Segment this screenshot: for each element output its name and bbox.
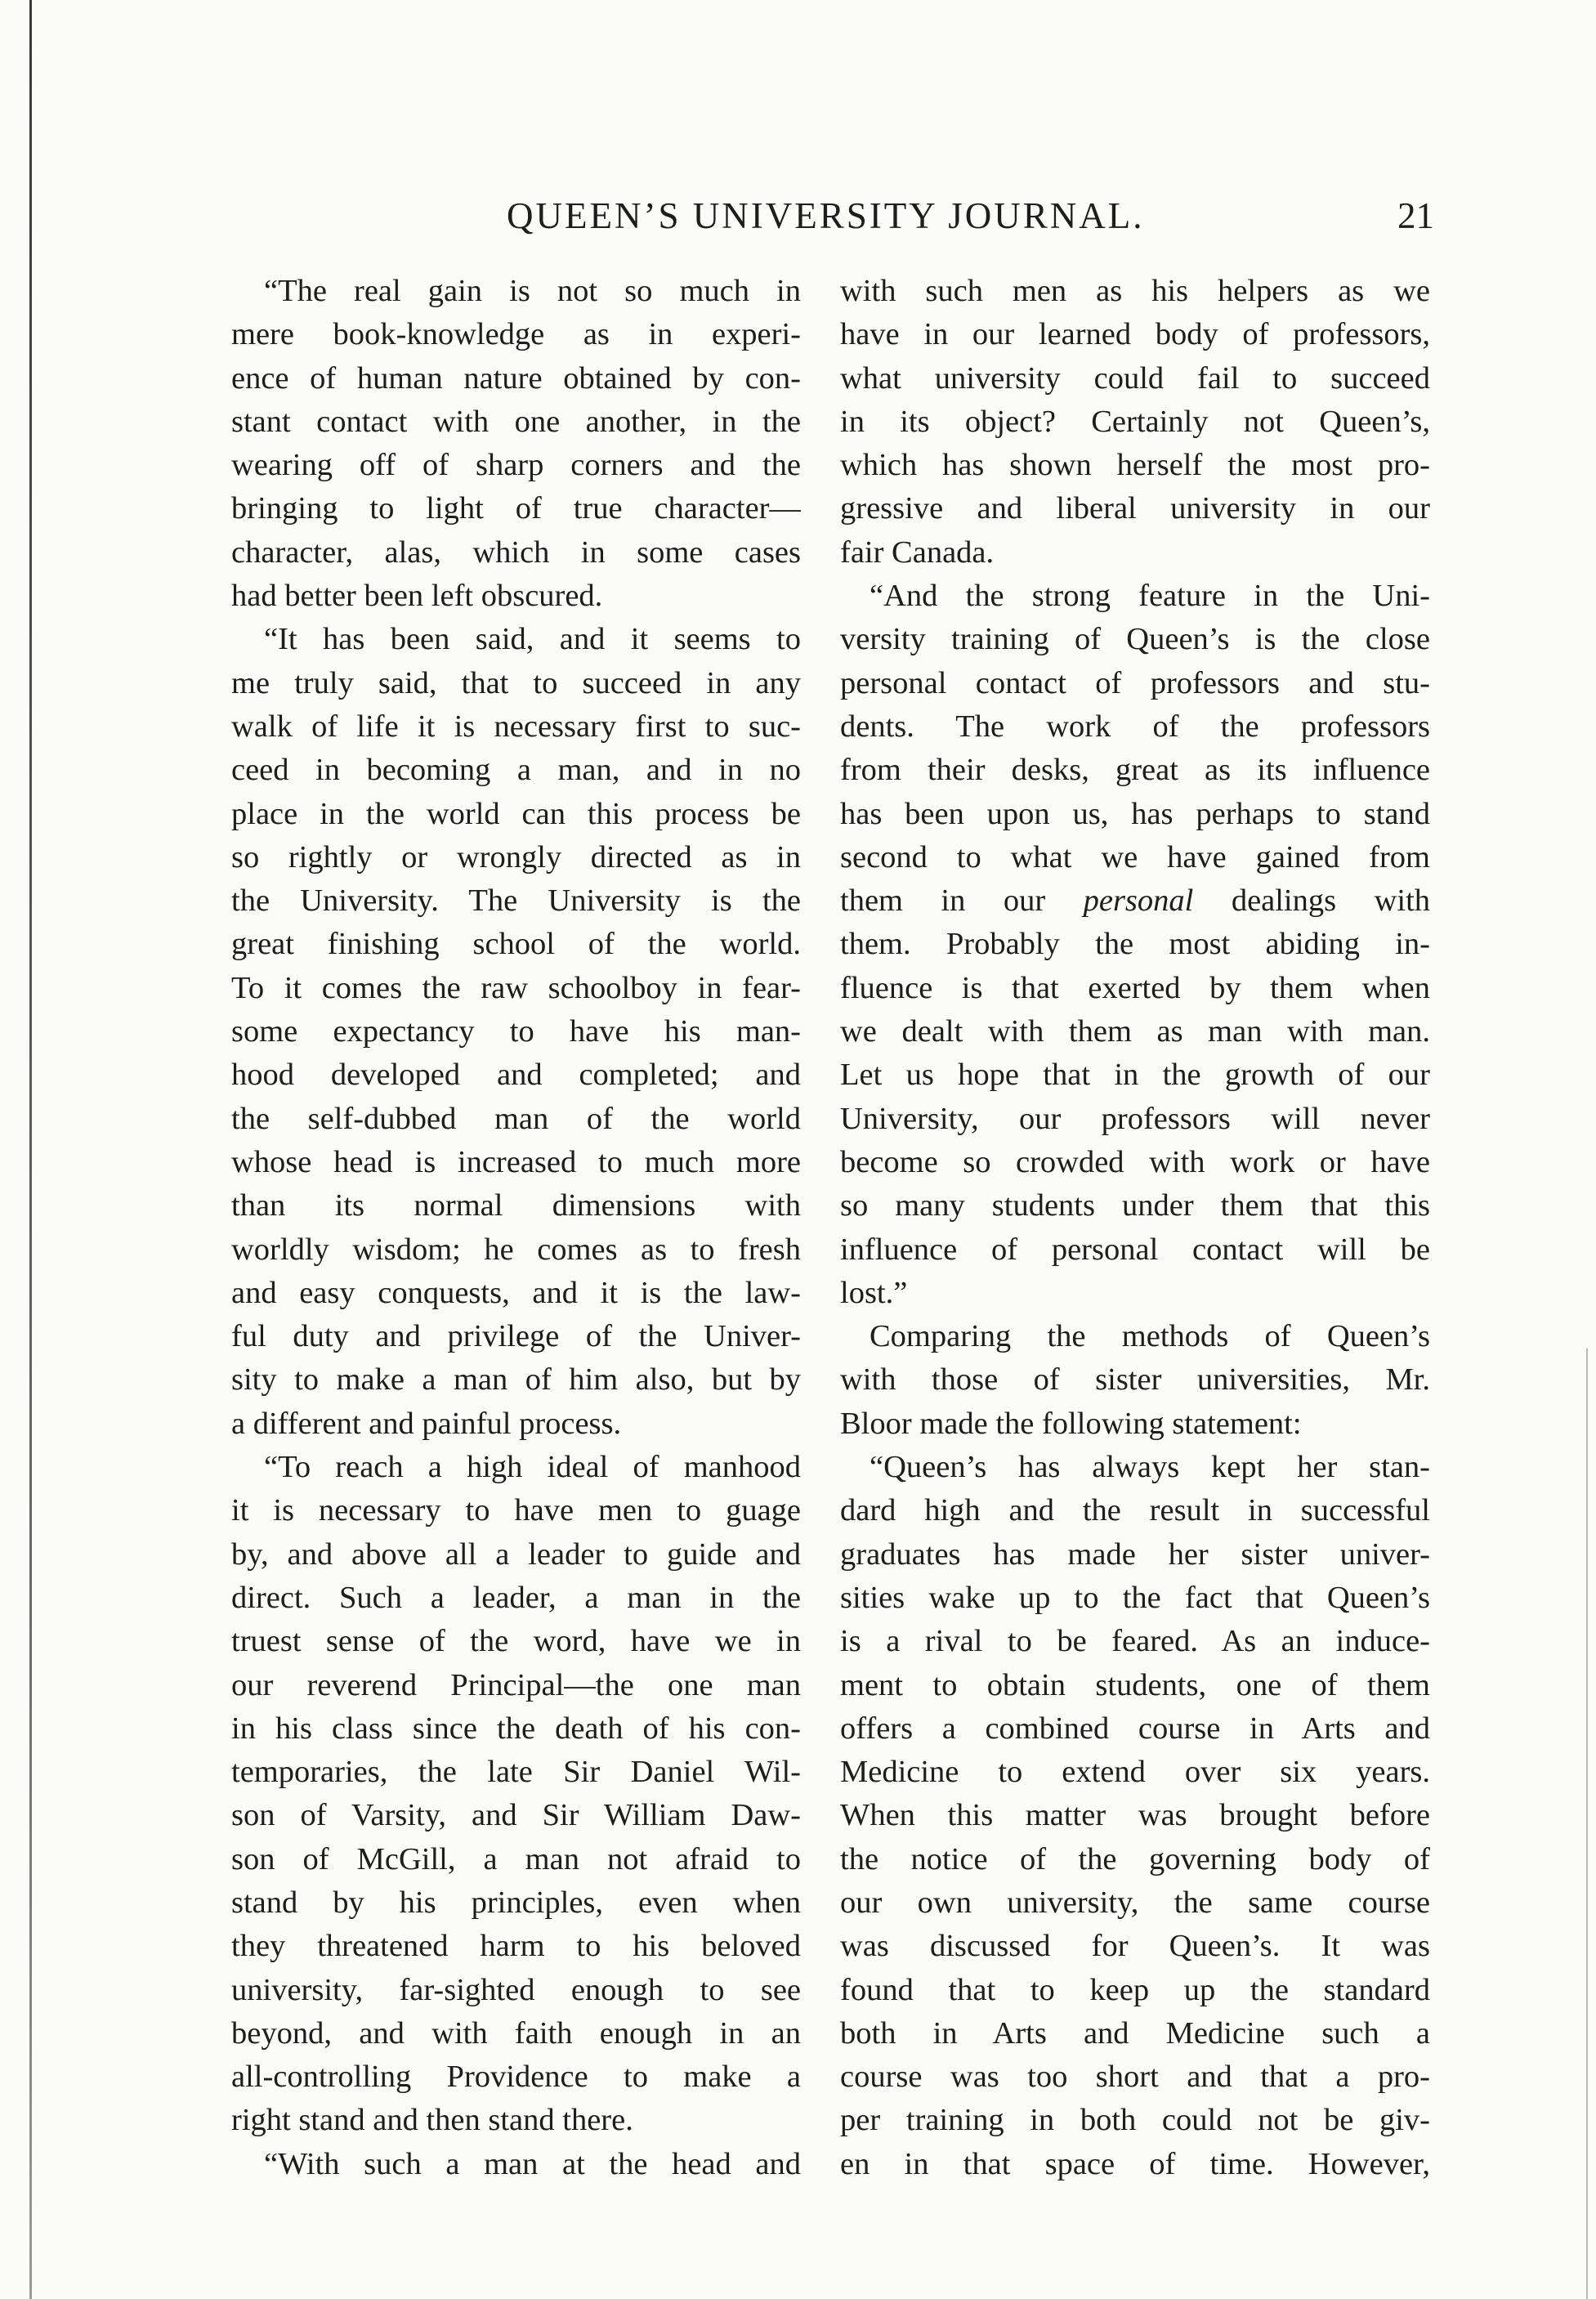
text-line: all-controlling Providence to make a [231, 2060, 801, 2095]
text-line: has been upon us, has perhaps to stand [840, 796, 1430, 831]
text-line [840, 879, 1430, 923]
text-line: course was too short and that a pro- [840, 2060, 1430, 2095]
text-line: gressive and liberal university in our [840, 491, 1430, 526]
text-line: character, alas, which in some cases [231, 534, 801, 570]
text-line: bringing to light of true character— [231, 491, 801, 526]
text-segment: them in our [840, 883, 1046, 919]
text-line: offers a combined course in Arts and [840, 1711, 1430, 1746]
text-line: become so crowded with work or have [840, 1144, 1430, 1179]
text-line: Let us hope that in the growth of our [840, 1058, 1430, 1093]
text-line: found that to keep up the standard [840, 1972, 1430, 2007]
page-number: 21 [1397, 195, 1434, 236]
text-line: a different and painful process. [231, 1406, 622, 1441]
text-segment: dealings with [1231, 883, 1430, 919]
journal-title: QUEEN’S UNIVERSITY JOURNAL. [507, 195, 1145, 236]
text-line: what university could fail to succeed [840, 360, 1430, 396]
text-line: son of McGill, a man not afraid to [231, 1841, 801, 1876]
text-line: truest sense of the word, have we in [231, 1624, 801, 1659]
text-line: dents. The work of the professors [840, 709, 1430, 744]
text-line: sities wake up to the fact that Queen’s [840, 1580, 1430, 1615]
text-line: versity training of Queen’s is the close [840, 622, 1430, 657]
text-line: per training in both could not be giv- [840, 2103, 1430, 2138]
text-line: “The real gain is not so much in [264, 274, 801, 308]
text-line: the notice of the governing body of [840, 1841, 1430, 1876]
text-line: direct. Such a leader, a man in the [231, 1580, 801, 1615]
text-line: stand by his principles, even when [231, 1885, 801, 1920]
text-line: both in Arts and Medicine such a [840, 2015, 1430, 2051]
text-line: Bloor made the following statement: [840, 1406, 1302, 1441]
text-line: worldly wisdom; he comes as to fresh [231, 1232, 801, 1267]
text-line: walk of life it is necessary first to suc- [231, 709, 801, 744]
text-line: mere book-knowledge as in experi- [231, 317, 801, 352]
text-line: beyond, and with faith enough in an [231, 2015, 801, 2051]
text-line: from their desks, great as its influence [840, 753, 1430, 788]
text-line: ful duty and privilege of the Univer- [231, 1319, 801, 1354]
text-line: was discussed for Queen’s. It was [840, 1929, 1430, 1964]
text-line: Comparing the methods of Queen’s [870, 1319, 1430, 1354]
text-line: son of Varsity, and Sir William Daw- [231, 1798, 801, 1833]
text-line: “And the strong feature in the Uni- [870, 579, 1430, 614]
text-line: the University. The University is the [231, 883, 801, 919]
text-line: with such men as his helpers as we [840, 274, 1430, 308]
text-line: influence of personal contact will be [840, 1232, 1430, 1267]
page-right-edge [1586, 1349, 1588, 2299]
text-line: second to what we have gained from [840, 839, 1430, 874]
text-line: them. Probably the most abiding in- [840, 927, 1430, 962]
page-binding-edge [29, 0, 32, 2299]
text-line: which has shown herself the most pro- [840, 448, 1430, 483]
text-line: University, our professors will never [840, 1101, 1430, 1136]
text-line: dard high and the result in successful [840, 1493, 1430, 1528]
text-line: is a rival to be feared. As an induce- [840, 1624, 1430, 1659]
text-line: in its object? Certainly not Queen’s, [840, 404, 1430, 439]
text-line: stant contact with one another, in the [231, 404, 801, 439]
text-line: “With such a man at the head and [264, 2146, 801, 2181]
text-line: so many students under them that this [840, 1188, 1430, 1223]
text-line: in his class since the death of his con- [231, 1711, 801, 1746]
text-line: When this matter was brought before [840, 1798, 1430, 1833]
text-line: our reverend Principal—the one man [231, 1667, 801, 1702]
text-line: with those of sister universities, Mr. [840, 1362, 1430, 1398]
text-line: our own university, the same course [840, 1885, 1430, 1920]
text-line: wearing off of sharp corners and the [231, 448, 801, 483]
text-line: hood developed and completed; and [231, 1058, 801, 1093]
italic-word: personal [1083, 883, 1194, 919]
text-line: lost.” [840, 1275, 908, 1310]
text-line: ment to obtain students, one of them [840, 1667, 1430, 1702]
text-line: temporaries, the late Sir Daniel Wil- [231, 1755, 801, 1790]
text-line: fluence is that exerted by them when [840, 970, 1430, 1005]
text-line: Medicine to extend over six years. [840, 1755, 1430, 1790]
text-line: the self-dubbed man of the world [231, 1101, 801, 1136]
text-line: fair Canada. [840, 534, 995, 570]
right-text-column [840, 270, 1430, 2186]
text-line: university, far-sighted enough to see [231, 1972, 801, 2007]
text-line: it is necessary to have men to guage [231, 1493, 801, 1528]
text-line: had better been left obscured. [231, 579, 603, 614]
text-line: right stand and then stand there. [231, 2103, 633, 2138]
text-line: graduates has made her sister univer- [840, 1536, 1430, 1572]
text-line: en in that space of time. However, [840, 2146, 1430, 2181]
text-line: so rightly or wrongly directed as in [231, 839, 801, 874]
text-line: by, and above all a leader to guide and [231, 1536, 801, 1572]
text-line: “Queen’s has always kept her stan- [870, 1450, 1430, 1485]
left-text-column [231, 270, 801, 2186]
text-line: some expectancy to have his man- [231, 1014, 801, 1049]
text-line: “To reach a high ideal of manhood [264, 1450, 801, 1485]
text-line: ence of human nature obtained by con- [231, 360, 801, 396]
text-line: To it comes the raw schoolboy in fear- [231, 970, 801, 1005]
text-line: we dealt with them as man with man. [840, 1014, 1430, 1049]
text-line: great finishing school of the world. [231, 927, 801, 962]
text-line: sity to make a man of him also, but by [231, 1362, 801, 1398]
text-line: they threatened harm to his beloved [231, 1929, 801, 1964]
text-line: than its normal dimensions with [231, 1188, 801, 1223]
text-line: and easy conquests, and it is the law- [231, 1275, 801, 1310]
text-line: “It has been said, and it seems to [264, 622, 801, 657]
text-line: personal contact of professors and stu- [840, 665, 1430, 700]
text-line: ceed in becoming a man, and in no [231, 753, 801, 788]
text-line: me truly said, that to succeed in any [231, 665, 801, 700]
text-line: whose head is increased to much more [231, 1144, 801, 1179]
running-header [507, 195, 1434, 244]
text-line: have in our learned body of professors, [840, 317, 1430, 352]
text-line: place in the world can this process be [231, 796, 801, 831]
